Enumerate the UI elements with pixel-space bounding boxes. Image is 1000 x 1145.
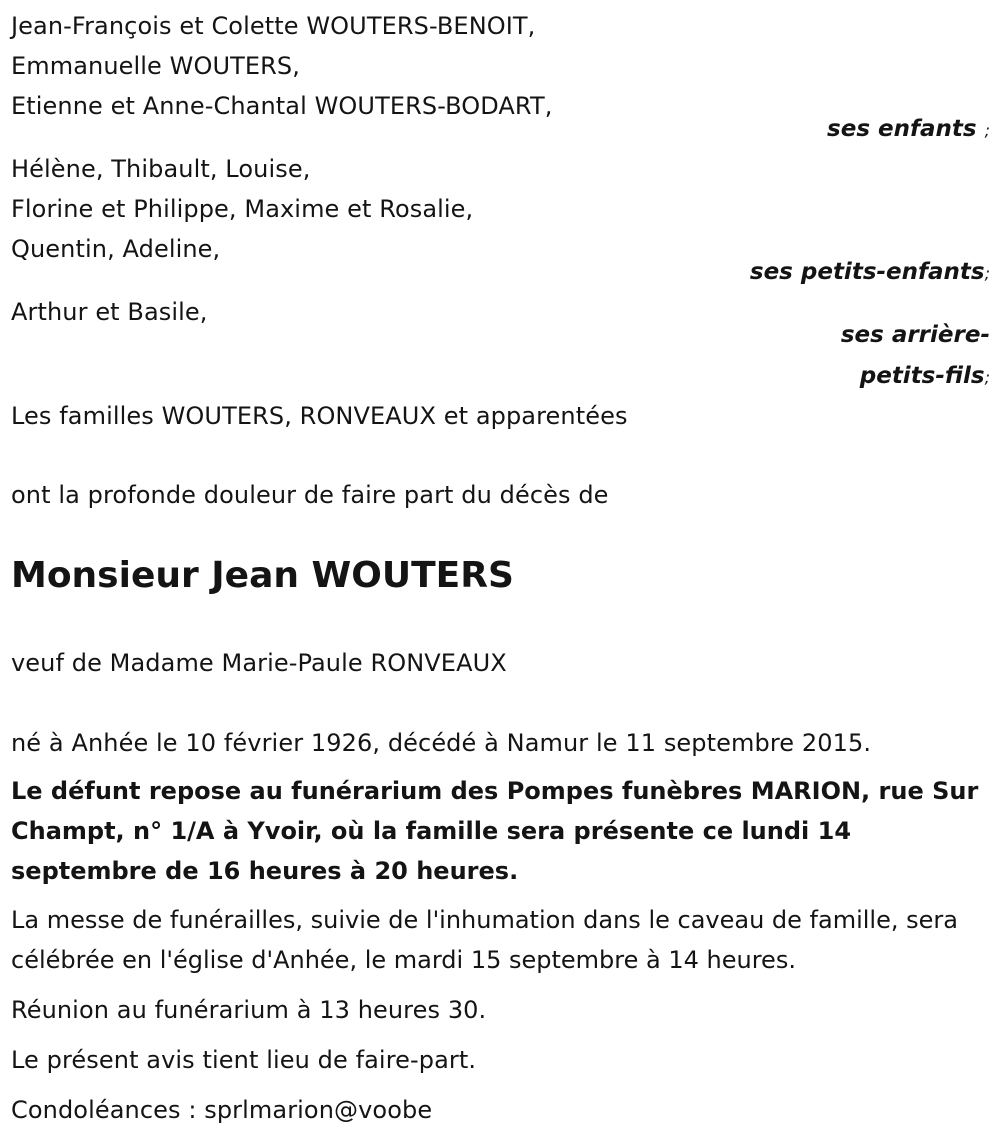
great-grandchildren-relation-line2 [860, 361, 990, 393]
mass-paragraph: La messe de funérailles, suivie de l'inhumation dans le caveau de famille, sera célébrée en l'église d'Anhée, le mardi 15 septembre à 14 heures. [11, 906, 958, 974]
grandchildren-line: Quentin, Adeline, [11, 235, 221, 263]
birth-death-line: né à Anhée le 10 février 1926, décédé à Namur le 11 septembre 2015. [11, 729, 872, 757]
funeral-home-paragraph: Le défunt repose au funérarium des Pompes funèbres MARION, rue Sur Champt, n° 1/A à Yvoir, où la famille sera présente ce lundi 14 septembre de 16 heures à 20 heures. [11, 777, 979, 885]
meeting-line: Réunion au funérarium à 13 heures 30. [11, 996, 487, 1024]
condolences-line: Condoléances : sprlmarion@voobe [11, 1096, 433, 1124]
grandchildren-relation [750, 257, 990, 289]
great-grandchildren-relation-label: petits-fils [859, 363, 985, 389]
notice-line: Le présent avis tient lieu de faire-part. [11, 1046, 477, 1074]
children-line: Jean-François et Colette WOUTERS-BENOIT, [11, 12, 536, 40]
deceased-name: Monsieur Jean WOUTERS [11, 555, 514, 596]
families-line: Les familles WOUTERS, RONVEAUX et apparentées [11, 402, 628, 430]
grandchildren-line: Hélène, Thibault, Louise, [11, 155, 311, 183]
children-relation [827, 114, 990, 146]
great-grandchildren-line: Arthur et Basile, [11, 298, 208, 326]
grandchildren-relation-separator: ; [984, 264, 990, 283]
great-grandchildren-relation-line1: ses arrière- [840, 322, 990, 348]
children-relation-label: ses enfants [827, 116, 977, 142]
announcement-line: ont la profonde douleur de faire part du décès de [11, 481, 609, 509]
widower-line: veuf de Madame Marie-Paule RONVEAUX [11, 649, 507, 677]
children-relation-separator: ; [984, 121, 990, 140]
children-line: Etienne et Anne-Chantal WOUTERS-BODART, [11, 92, 553, 120]
grandchildren-line: Florine et Philippe, Maxime et Rosalie, [11, 195, 474, 223]
grandchildren-relation-label: ses petits-enfants [749, 259, 985, 285]
children-line: Emmanuelle WOUTERS, [11, 52, 300, 80]
great-grandchildren-relation-separator: ; [984, 368, 990, 387]
